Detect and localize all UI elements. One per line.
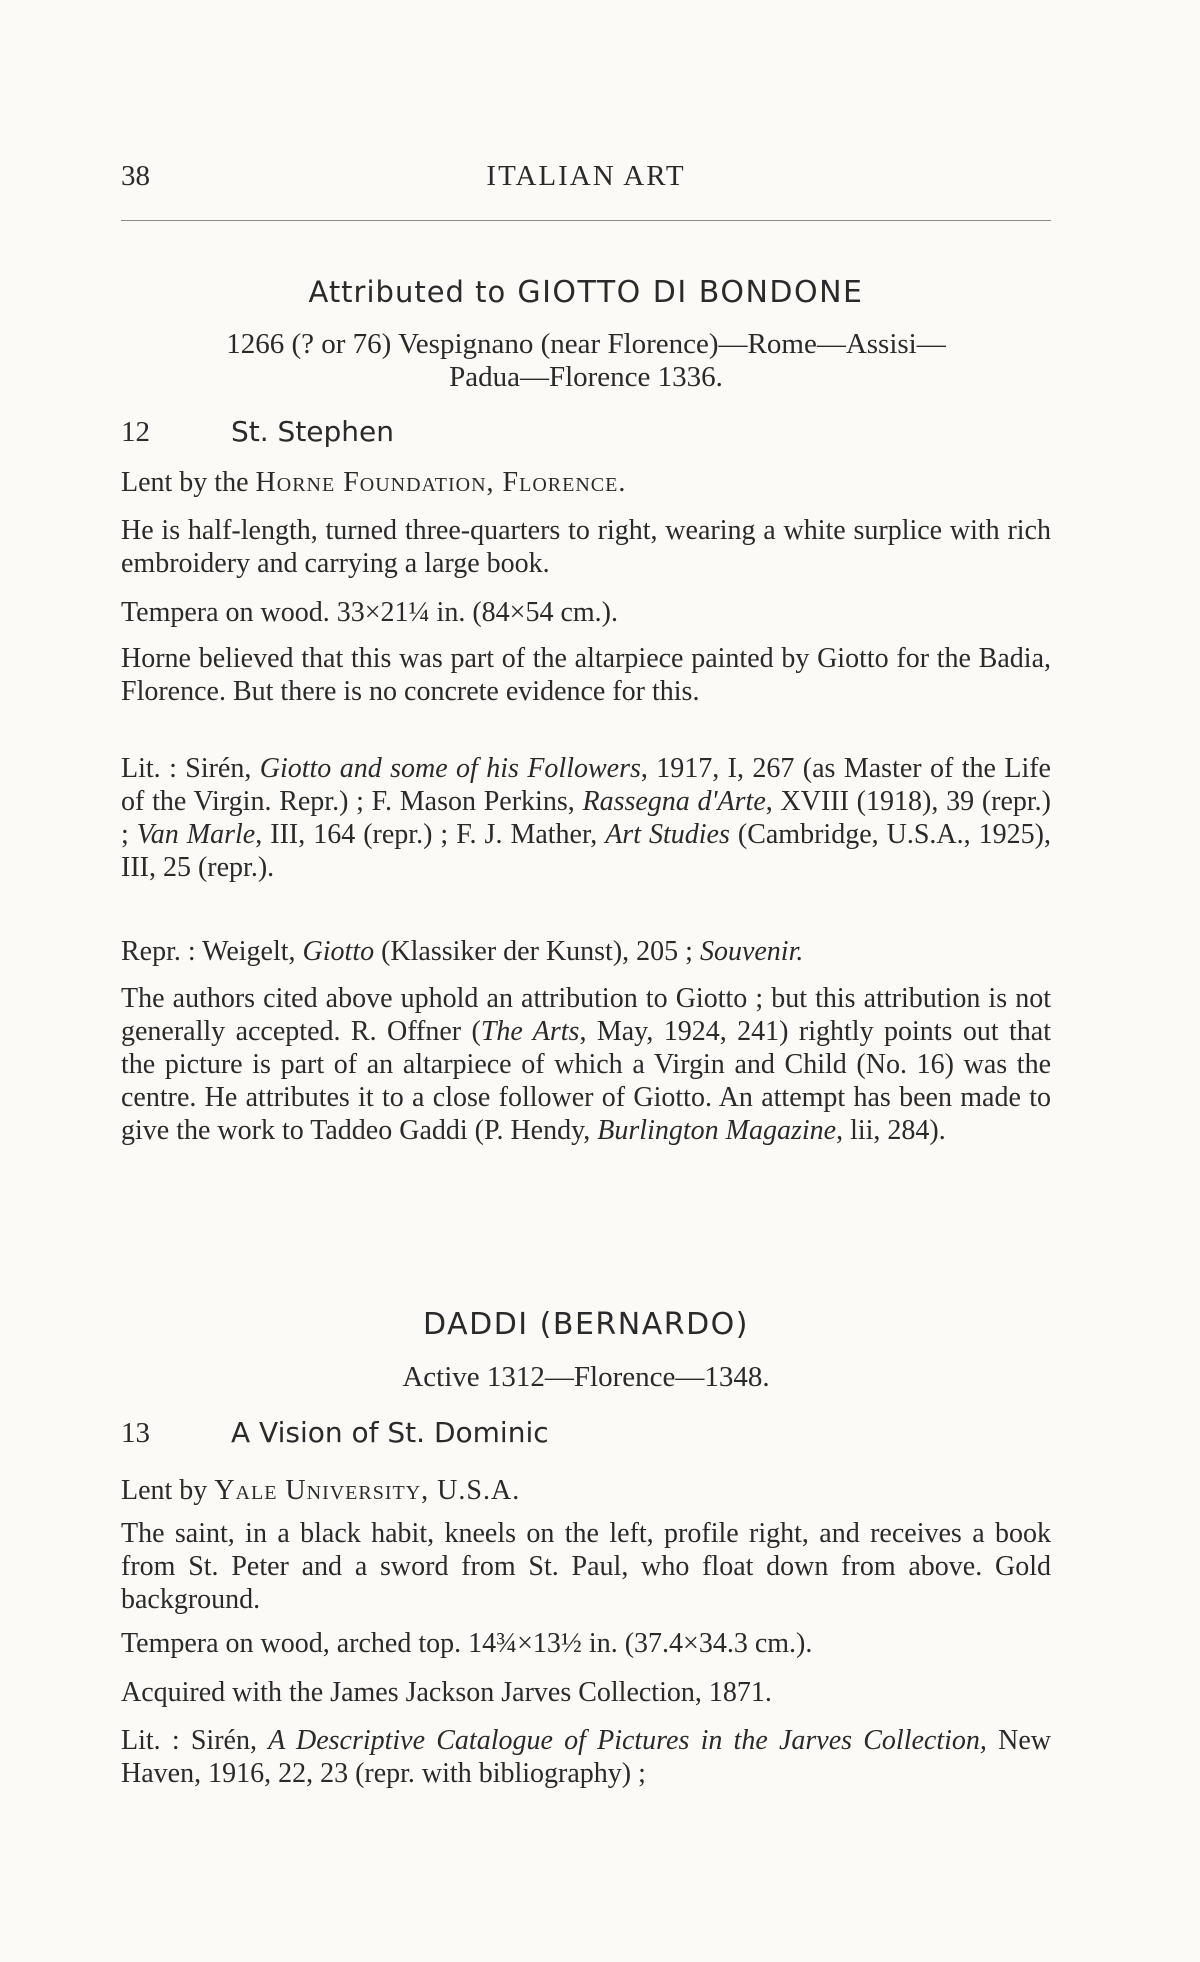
repr-label: Repr. :: [121, 936, 196, 967]
literature: [121, 752, 1051, 884]
discussion-text: The authors cited above uphold an attribution to Giotto ; but this attribution is not generally accepted. R. Offner (: [121, 983, 1051, 1047]
entry-number: 12: [121, 416, 150, 448]
lender-name: Horne Foundation, Florence.: [255, 467, 627, 498]
medium-dimensions: Tempera on wood, arched top. 14¾×13½ in. (37.4×34.3 cm.).: [121, 1628, 813, 1659]
repr-text: Weigelt,: [195, 936, 303, 967]
artist-dates-line2: Padua—Florence 1336.: [449, 361, 723, 393]
artist-heading: DADDI (BERNARDO): [423, 1307, 749, 1342]
entry-number: 13: [121, 1417, 150, 1449]
medium-dimensions: Tempera on wood. 33×21¼ in. (84×54 cm.).: [121, 597, 618, 628]
discussion: [121, 982, 1051, 1147]
lent-prefix: Lent by: [121, 1475, 208, 1506]
discussion-title: The Arts: [480, 1016, 580, 1047]
lit-title: A Descriptive Catalogue of Pictures in the Jarves Collection,: [268, 1725, 987, 1756]
lit-title: Giotto and some of his Followers: [259, 753, 641, 784]
discussion-text: , lii, 284).: [836, 1115, 946, 1146]
repr-text: (Klassiker der Kunst), 205 ;: [374, 936, 700, 967]
lit-label: Lit. :: [121, 1725, 180, 1756]
artist-dates-line1: 1266 (? or 76) Vespignano (near Florence)—Rome—Assisi—: [226, 328, 946, 360]
lit-title: Art Studies: [605, 819, 730, 850]
description: The saint, in a black habit, kneels on the left, profile right, and receives a book from St. Peter and a sword from St. Paul, who float down from above. Gold background.: [121, 1518, 1051, 1615]
repr-title: Souvenir.: [699, 936, 804, 967]
artist-heading: [121, 275, 1051, 310]
artist-name: GIOTTO DI BONDONE: [517, 275, 864, 310]
literature: [121, 1724, 1051, 1790]
artist-dates: [141, 328, 1031, 394]
provenance-note: Horne believed that this was part of the altarpiece painted by Giotto for the Badia, Florence. But there is no concrete evidence for this.: [121, 643, 1051, 707]
lender-line: [121, 466, 1051, 499]
running-head: ITALIAN ART: [486, 160, 686, 192]
entry-heading: [121, 415, 1051, 449]
lit-text: Sirén,: [176, 753, 260, 784]
lit-text: , XVIII (1918), 39 (repr.) ;: [121, 786, 1052, 850]
lender-name: Yale University, U.S.A.: [214, 1475, 521, 1506]
attribution-prefix: Attributed to: [308, 275, 507, 309]
acquisition: Acquired with the James Jackson Jarves Collection, 1871.: [121, 1677, 772, 1708]
header-rule: [121, 220, 1051, 221]
repr-title: Giotto: [302, 936, 375, 967]
entry-title: A Vision of St. Dominic: [231, 1416, 549, 1449]
lent-prefix: Lent by the: [121, 467, 249, 498]
lit-title: Rassegna d'Arte: [582, 786, 766, 817]
discussion-text: , May, 1924, 241) rightly points out that the picture is part of an altarpiece of which a Virgin and Child (No. 16) was the centre. He attributes it to a close follower of Giotto. An attempt has been made to give the work to Taddeo Gaddi (P. Hendy,: [121, 1016, 1052, 1146]
reproductions: [121, 935, 1051, 968]
lit-text: , 1917, I, 267 (as Master of the Life of the Virgin. Repr.) ; F. Mason Perkins,: [121, 753, 1051, 817]
lit-text: , III, 164 (repr.) ; F. J. Mather,: [255, 819, 606, 850]
lit-text: Sirén,: [179, 1725, 269, 1756]
lit-text: (Cambridge, U.S.A., 1925), III, 25 (repr.).: [121, 819, 1051, 883]
artist-dates: Active 1312—Florence—1348.: [402, 1361, 770, 1393]
lit-title: Van Marle: [136, 819, 256, 850]
discussion-title: Burlington Magazine: [597, 1115, 837, 1146]
lit-text: New Haven, 1916, 22, 23 (repr. with bibliography) ;: [121, 1725, 1051, 1789]
lit-label: Lit. :: [121, 753, 177, 784]
page-number: 38: [121, 160, 150, 192]
description: He is half-length, turned three-quarters to right, wearing a white surplice with rich embroidery and carrying a large book.: [121, 515, 1051, 579]
entry-title: St. Stephen: [231, 415, 395, 448]
entry-heading: [121, 1416, 1051, 1450]
page-header: [121, 160, 1051, 202]
lender-line: [121, 1474, 1051, 1507]
